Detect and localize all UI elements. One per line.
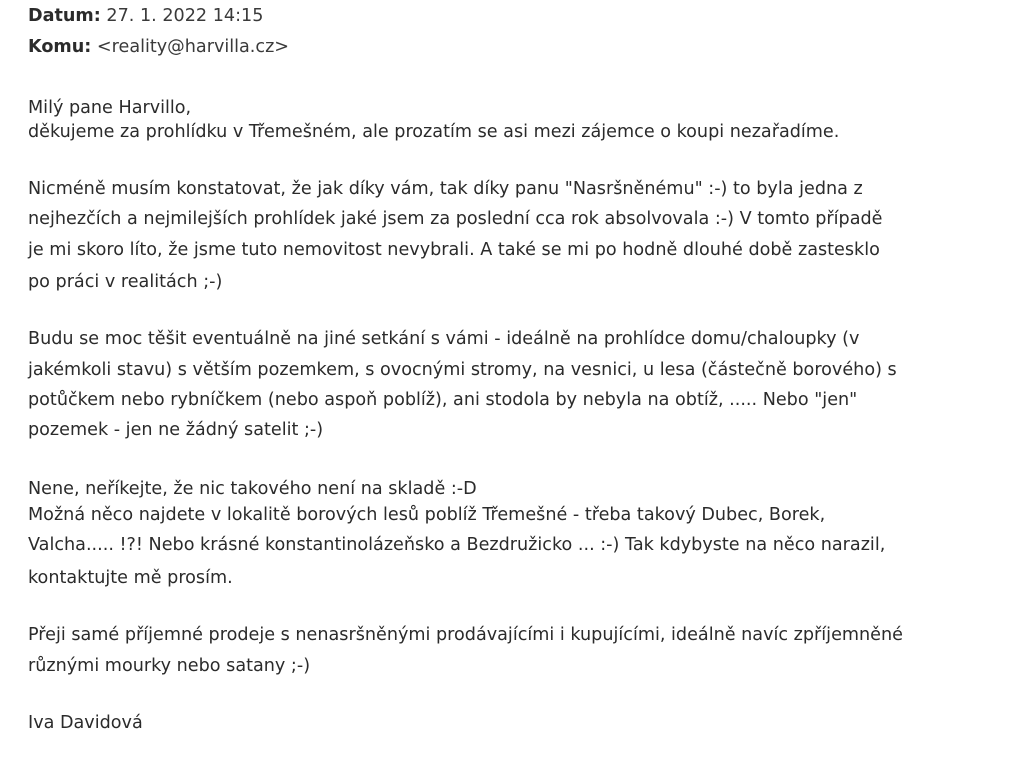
body-line: děkujeme za prohlídku v Třemešném, ale prozatím se asi mezi zájemce o koupi nezařadíme.: [28, 122, 840, 142]
body-line: různými mourky nebo satany ;-): [28, 656, 311, 676]
body-line: jakémkoli stavu) s větším pozemkem, s ovocnými stromy, na vesnici, u lesa (částečně borového) s: [28, 360, 897, 380]
body-line: Nene, neříkejte, že nic takového není na skladě :-D: [28, 479, 477, 499]
body-line: po práci v realitách ;-): [28, 272, 223, 292]
body-line: Přeji samé příjemné prodeje s nenasršněnými prodávajícími i kupujícími, ideálně navíc zpříjemněné: [28, 625, 903, 645]
signature-line: Iva Davidová: [28, 713, 143, 733]
body-line: je mi skoro líto, že jsme tuto nemovitost nevybrali. A také se mi po hodně dlouhé době zastesklo: [28, 240, 880, 260]
body-line: Budu se moc těšit eventuálně na jiné setkání s vámi - ideálně na prohlídce domu/chaloupky (v: [28, 329, 860, 349]
header-to-row: [28, 35, 289, 59]
greeting-line: Milý pane Harvillo,: [28, 98, 192, 118]
date-label: Datum:: [28, 6, 101, 26]
body-line: nejhezčích a nejmilejších prohlídek jaké jsem za poslední cca rok absolvovala :-) V tomto případě: [28, 209, 883, 229]
body-line: Možná něco najdete v lokalitě borových lesů poblíž Třemešné - třeba takový Dubec, Borek,: [28, 505, 826, 525]
body-line: Nicméně musím konstatovat, že jak díky vám, tak díky panu "Nasršněnému" :-) to byla jedna z: [28, 179, 863, 199]
body-line: kontaktujte mě prosím.: [28, 568, 233, 588]
date-value: 27. 1. 2022 14:15: [106, 6, 264, 26]
to-label: Komu:: [28, 37, 92, 57]
body-line: pozemek - jen ne žádný satelit ;-): [28, 420, 324, 440]
body-line: potůčkem nebo rybníčkem (nebo aspoň poblíž), ani stodola by nebyla na obtíž, ..... Nebo "jen": [28, 390, 858, 410]
to-value: <reality@harvilla.cz>: [96, 37, 290, 57]
header-date-row: [28, 4, 263, 28]
body-line: Valcha..... !?! Nebo krásné konstantinolázeňsko a Bezdružicko ... :-) Tak kdybyste na něco narazil,: [28, 535, 886, 555]
